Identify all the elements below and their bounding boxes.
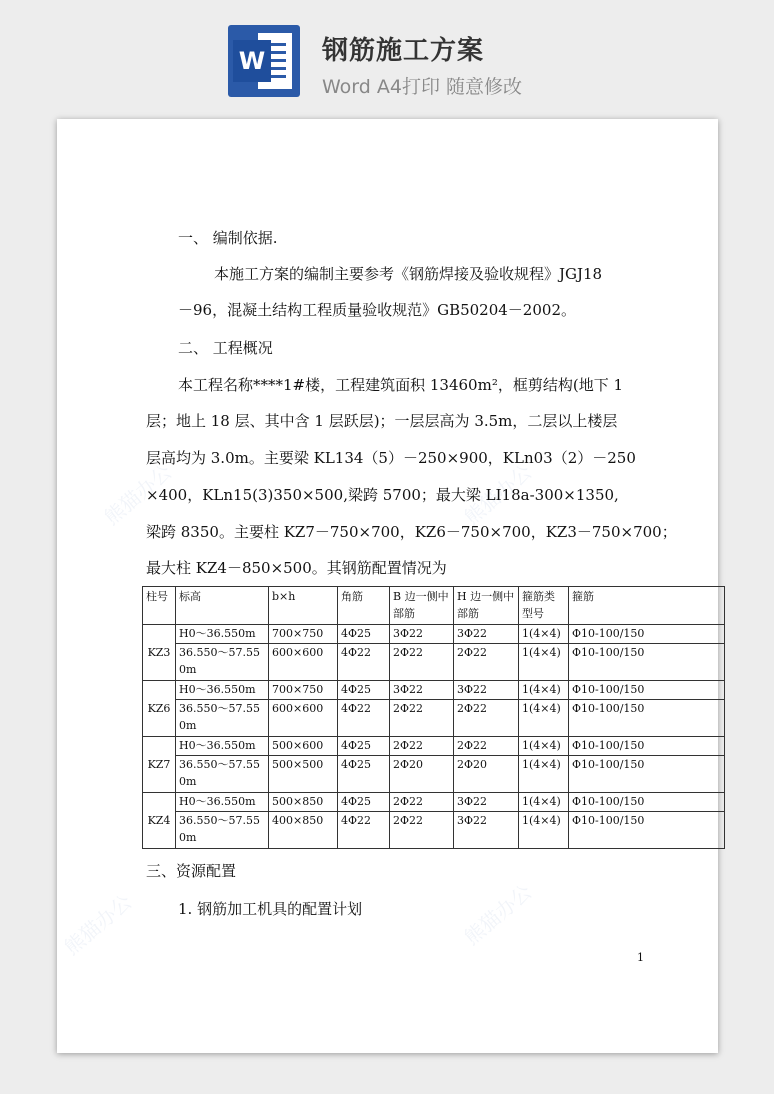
table-header-cell: 箍筋类型号 bbox=[519, 587, 569, 625]
table-row bbox=[143, 644, 725, 681]
list-item: 1. 钢筋加工机具的配置计划 bbox=[178, 900, 363, 918]
column-id-cell: KZ7 bbox=[143, 737, 176, 793]
table-cell: 2Φ20 bbox=[454, 756, 519, 793]
table-cell: 500×600 bbox=[269, 737, 338, 756]
paragraph-line: 梁跨 8350。主要柱 KZ7－750×700，KZ6－750×700，KZ3－750×700； bbox=[146, 523, 677, 541]
table-cell: 700×750 bbox=[269, 681, 338, 700]
table-cell: 36.550～57.550m bbox=[176, 756, 269, 793]
table-cell: 3Φ22 bbox=[454, 812, 519, 849]
table-cell: 4Φ25 bbox=[338, 625, 390, 644]
table-cell: 36.550～57.550m bbox=[176, 812, 269, 849]
table-cell: 3Φ22 bbox=[390, 681, 454, 700]
table-cell: 1(4×4) bbox=[519, 644, 569, 681]
template-subtitle: Word A4打印 随意修改 bbox=[322, 76, 523, 98]
table-cell: 4Φ25 bbox=[338, 737, 390, 756]
table-row bbox=[143, 812, 725, 849]
table-cell: 1(4×4) bbox=[519, 681, 569, 700]
table-header-cell: B 边一侧中部筋 bbox=[390, 587, 454, 625]
table-cell: 500×850 bbox=[269, 793, 338, 812]
watermark: 熊猫办公 bbox=[459, 459, 537, 530]
page-number: 1 bbox=[637, 951, 644, 964]
rebar-config-table bbox=[142, 586, 725, 849]
table-cell: 4Φ25 bbox=[338, 793, 390, 812]
table-cell: 36.550～57.550m bbox=[176, 644, 269, 681]
table-row bbox=[143, 756, 725, 793]
table-cell: Φ10-100/150 bbox=[569, 625, 725, 644]
table-cell: H0～36.550m bbox=[176, 681, 269, 700]
paragraph-line: 层；地上 18 层、其中含 1 层跃层)；一层层高为 3.5m，二层以上楼层 bbox=[146, 412, 618, 430]
table-cell: 1(4×4) bbox=[519, 700, 569, 737]
table-cell: 600×600 bbox=[269, 700, 338, 737]
column-id-cell: KZ4 bbox=[143, 793, 176, 849]
table-cell: 500×500 bbox=[269, 756, 338, 793]
table-cell: 400×850 bbox=[269, 812, 338, 849]
paragraph-line: －96，混凝土结构工程质量验收规范》GB50204－2002。 bbox=[178, 301, 576, 319]
table-cell: Φ10-100/150 bbox=[569, 737, 725, 756]
table-cell: 4Φ22 bbox=[338, 812, 390, 849]
word-app-icon bbox=[228, 25, 300, 97]
table-header-cell: H 边一侧中部筋 bbox=[454, 587, 519, 625]
section-heading: 一、 编制依据. bbox=[178, 229, 278, 247]
table-cell: 4Φ25 bbox=[338, 756, 390, 793]
table-cell: 700×750 bbox=[269, 625, 338, 644]
column-id-cell: KZ3 bbox=[143, 625, 176, 681]
table-cell: 600×600 bbox=[269, 644, 338, 681]
paragraph-line: 层高均为 3.0m。主要梁 KL134（5）－250×900，KLn03（2）－250 bbox=[146, 449, 636, 467]
table-row bbox=[143, 737, 725, 756]
table-cell: 2Φ22 bbox=[454, 644, 519, 681]
column-id-cell: KZ6 bbox=[143, 681, 176, 737]
table-header-cell: b×h bbox=[269, 587, 338, 625]
table-cell: 3Φ22 bbox=[454, 793, 519, 812]
table-cell: 2Φ22 bbox=[454, 700, 519, 737]
table-header-cell: 柱号 bbox=[143, 587, 176, 625]
table-cell: 1(4×4) bbox=[519, 793, 569, 812]
table-cell: H0～36.550m bbox=[176, 737, 269, 756]
table-header-row bbox=[143, 587, 725, 625]
paragraph-line: ×400，KLn15(3)350×500,梁跨 5700；最大梁 LI18a-300×1350, bbox=[146, 486, 619, 504]
table-cell: 2Φ22 bbox=[390, 644, 454, 681]
table-row bbox=[143, 700, 725, 737]
table-cell: 2Φ22 bbox=[454, 737, 519, 756]
table-cell: H0～36.550m bbox=[176, 793, 269, 812]
table-cell: H0～36.550m bbox=[176, 625, 269, 644]
template-header bbox=[0, 0, 774, 120]
table-header-cell: 箍筋 bbox=[569, 587, 725, 625]
table-cell: 3Φ22 bbox=[390, 625, 454, 644]
table-header-cell: 角筋 bbox=[338, 587, 390, 625]
table-cell: 1(4×4) bbox=[519, 625, 569, 644]
paragraph-line: 最大柱 KZ4－850×500。其钢筋配置情况为 bbox=[146, 559, 447, 577]
table-row bbox=[143, 793, 725, 812]
table-cell: Φ10-100/150 bbox=[569, 681, 725, 700]
watermark: 熊猫办公 bbox=[459, 879, 537, 950]
section-heading: 二、 工程概况 bbox=[178, 339, 273, 357]
table-cell: 4Φ22 bbox=[338, 644, 390, 681]
watermark: 熊猫办公 bbox=[99, 459, 177, 530]
table-cell: Φ10-100/150 bbox=[569, 756, 725, 793]
table-header-cell: 标高 bbox=[176, 587, 269, 625]
table-cell: 2Φ22 bbox=[390, 812, 454, 849]
table-cell: 2Φ22 bbox=[390, 793, 454, 812]
paragraph-line: 本施工方案的编制主要参考《钢筋焊接及验收规程》JGJ18 bbox=[214, 265, 603, 283]
table-cell: Φ10-100/150 bbox=[569, 700, 725, 737]
table-cell: 1(4×4) bbox=[519, 756, 569, 793]
table-cell: 3Φ22 bbox=[454, 681, 519, 700]
paragraph-line: 本工程名称****1#楼，工程建筑面积 13460m²，框剪结构(地下 1 bbox=[178, 376, 623, 394]
table-cell: 2Φ22 bbox=[390, 700, 454, 737]
table-cell: 2Φ20 bbox=[390, 756, 454, 793]
table-cell: 4Φ25 bbox=[338, 681, 390, 700]
table-cell: Φ10-100/150 bbox=[569, 812, 725, 849]
table-row bbox=[143, 625, 725, 644]
table-cell: 4Φ22 bbox=[338, 700, 390, 737]
section-heading: 三、资源配置 bbox=[146, 862, 237, 880]
document-page bbox=[57, 119, 718, 1053]
template-title: 钢筋施工方案 bbox=[322, 36, 485, 66]
table-cell: Φ10-100/150 bbox=[569, 793, 725, 812]
table-cell: 36.550～57.550m bbox=[176, 700, 269, 737]
table-cell: 1(4×4) bbox=[519, 737, 569, 756]
table-cell: 2Φ22 bbox=[390, 737, 454, 756]
table-cell: 3Φ22 bbox=[454, 625, 519, 644]
table-cell: Φ10-100/150 bbox=[569, 644, 725, 681]
table-row bbox=[143, 681, 725, 700]
word-letter: W bbox=[233, 40, 271, 82]
watermark: 熊猫办公 bbox=[59, 889, 137, 960]
table-cell: 1(4×4) bbox=[519, 812, 569, 849]
